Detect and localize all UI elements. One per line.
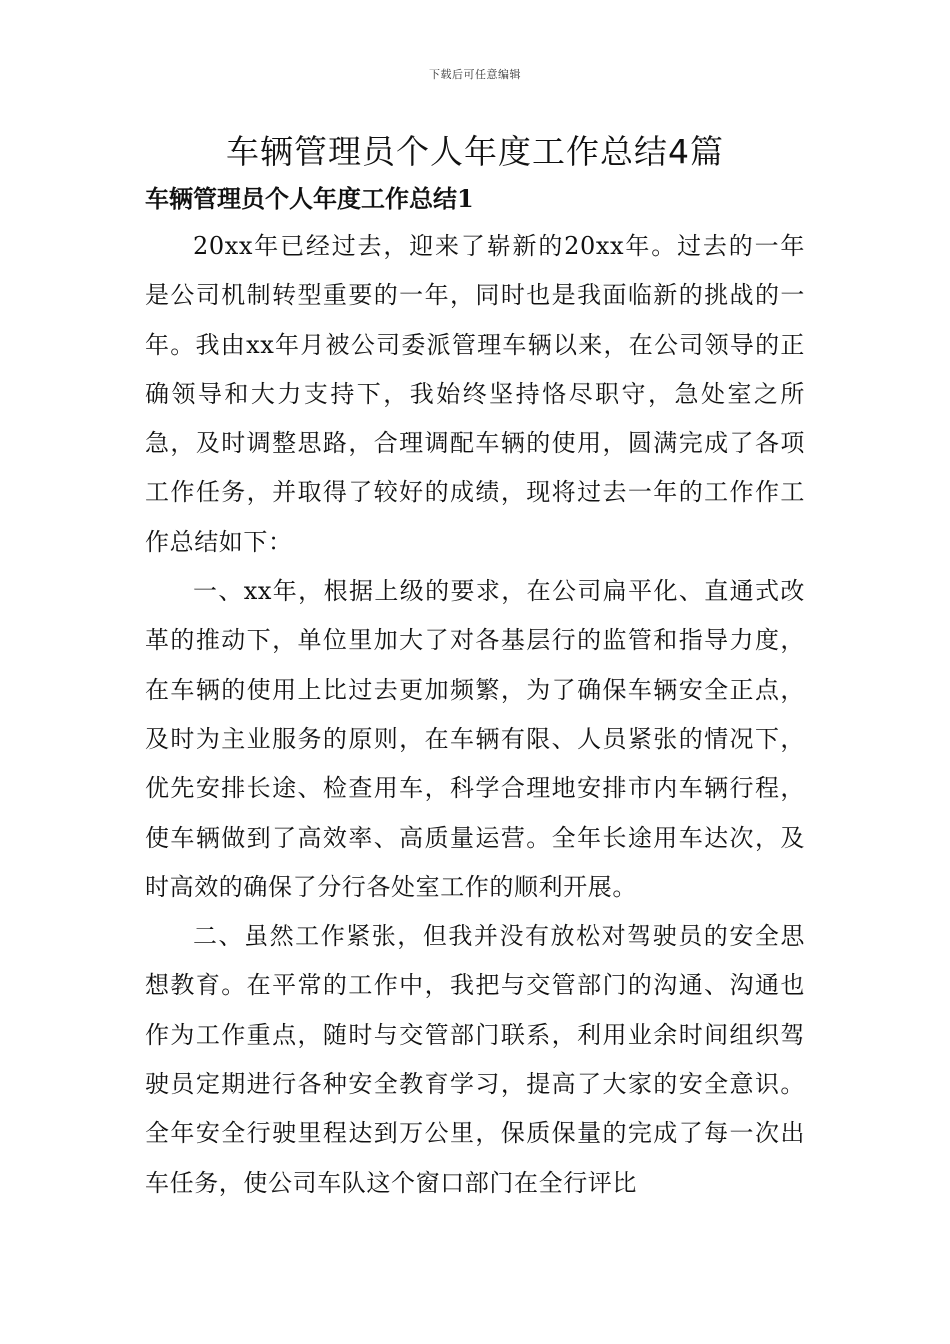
paragraph-point-two: 二、虽然工作紧张，但我并没有放松对驾驶员的安全思想教育。在平常的工作中，我把与交管部门的沟通、沟通也作为工作重点，随时与交管部门联系，利用业余时间组织驾驶员定期进行各种安全教育学习，提高了大家的安全意识。全年安全行驶里程达到万公里，保质保量的完成了每一次出车任务，使公司车队这个窗口部门在全行评比 bbox=[145, 922, 805, 1197]
body-text bbox=[145, 222, 805, 1208]
section-heading: 车辆管理员个人年度工作总结1 bbox=[145, 184, 474, 213]
header-note: 下载后可任意编辑 bbox=[429, 68, 521, 81]
paragraph-point-one: 一、xx年，根据上级的要求，在公司扁平化、直通式改革的推动下，单位里加大了对各基层行的监管和指导力度，在车辆的使用上比过去更加频繁，为了确保车辆安全正点，及时为主业服务的原则，在车辆有限、人员紧张的情况下，优先安排长途、检查用车，科学合理地安排市内车辆行程，使车辆做到了高效率、高质量运营。全年长途用车达次，及时高效的确保了分行各处室工作的顺利开展。 bbox=[145, 577, 805, 901]
paragraph-intro: 20xx年已经过去，迎来了崭新的20xx年。过去的一年是公司机制转型重要的一年，同时也是我面临新的挑战的一年。我由xx年月被公司委派管理车辆以来，在公司领导的正确领导和大力支持下，我始终坚持恪尽职守，急处室之所急，及时调整思路，合理调配车辆的使用，圆满完成了各项工作任务，并取得了较好的成绩，现将过去一年的工作作工作总结如下： bbox=[145, 232, 805, 556]
document-title: 车辆管理员个人年度工作总结4篇 bbox=[226, 132, 724, 171]
